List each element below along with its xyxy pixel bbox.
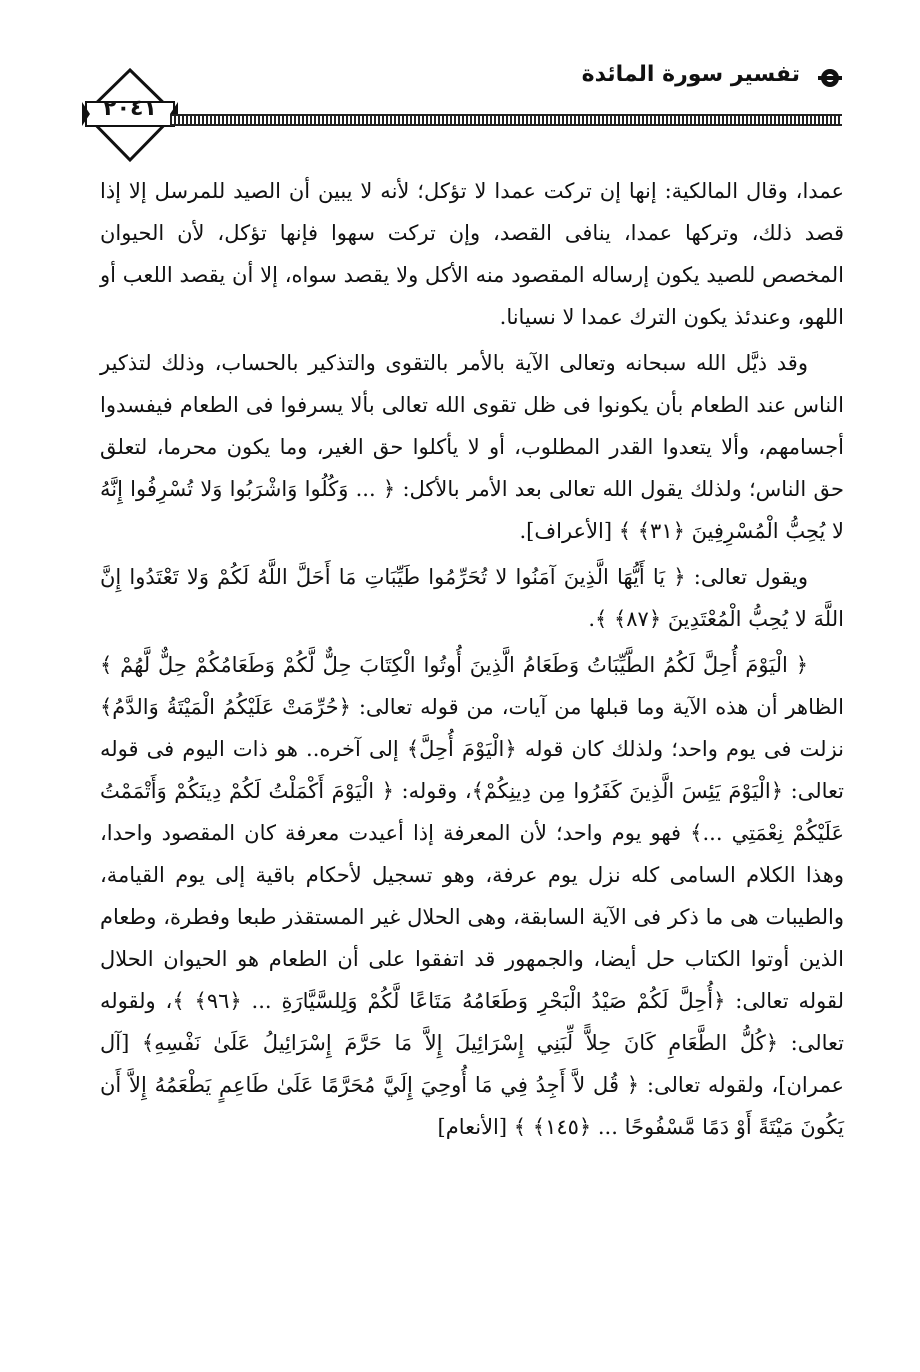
header-rule bbox=[170, 114, 842, 126]
paragraph-2: وقد ذيَّل الله سبحانه وتعالى الآية بالأمر بالتقوى والتذكير بالحساب، وذلك لتذكير الناس عند الطعام بأن يكونوا فى ظل تقوى الله تعالى بألا يسرفوا فى الطعام فيفسدوا أجسامهم، وألا يتعدوا القدر المطلوب، أو لا يأكلوا حق الغير، وما يكون محرما، لتعلق حق الناس؛ ولذلك يقول الله تعالى بعد الأمر بالأكل: ﴿ ... وَكُلُوا وَاشْرَبُوا وَلا تُسْرِفُوا إِنَّهُ لا يُحِبُّ الْمُسْرِفِينَ ﴿٣١﴾ ﴾ [الأعراف]. bbox=[100, 351, 844, 543]
paragraph-1: عمدا، وقال المالكية: إنها إن تركت عمدا لا تؤكل؛ لأنه لا يبين أن الصيد للمرسل إلا إذا قصد ذلك، وتركها عمدا، ينافى القصد، وإن تركت سهوا فإنها تؤكل، لأن الحيوان المخصص للصيد يكون إرساله المقصود منه الأكل ولا يقصد سواه، إلا أن يقصد اللعب أو اللهو، وعندئذ يكون الترك عمدا لا نسيانا. bbox=[100, 179, 844, 329]
page-body bbox=[100, 170, 844, 1152]
paragraph-4: ﴿ الْيَوْمَ أُحِلَّ لَكُمُ الطَّيِّبَاتُ وَطَعَامُ الَّذِينَ أُوتُوا الْكِتَابَ حِلٌّ لَّكُمْ وَطَعَامُكُمْ حِلٌّ لَّهُمْ ﴾ الظاهر أن هذه الآية وما قبلها من آيات، من قوله تعالى: ﴿حُرِّمَتْ عَلَيْكُمُ الْمَيْتَةُ وَالدَّمُ﴾ نزلت فى يوم واحد؛ ولذلك كان قوله ﴿الْيَوْمَ أُحِلَّ﴾ إلى آخره.. هو ذات اليوم فى قوله تعالى: ﴿الْيَوْمَ يَئِسَ الَّذِينَ كَفَرُوا مِن دِينِكُمْ﴾، وقوله: ﴿ الْيَوْمَ أَكْمَلْتُ لَكُمْ دِينَكُمْ وَأَتْمَمْتُ عَلَيْكُمْ نِعْمَتِي ...﴾ فهو يوم واحد؛ لأن المعرفة إذا أعيدت معرفة كان المقصود واحدا، وهذا الكلام السامى كله نزل يوم عرفة، وهو تسجيل لأحكام باقية إلى يوم القيامة، والطيبات هى ما ذكر فى الآية السابقة، وهى الحلال غير المستقذر طبعا وفطرة، وطعام الذين أوتوا الكتاب حل أيضا، والجمهور قد اتفقوا على أن الطعام هو الحيوان الحلال لقوله تعالى: ﴿أُحِلَّ لَكُمْ صَيْدُ الْبَحْرِ وَطَعَامُهُ مَتَاعًا لَّكُمْ وَلِلسَّيَّارَةِ ... ﴿٩٦﴾ ﴾، ولقوله تعالى: ﴿كُلُّ الطَّعَامِ كَانَ حِلاًّ لِّبَنِي إِسْرَائِيلَ إِلاَّ مَا حَرَّمَ إِسْرَائِيلُ عَلَىٰ نَفْسِهِ﴾ [آل عمران]، ولقوله تعالى: ﴿ قُل لاَّ أَجِدُ فِي مَا أُوحِيَ إِلَيَّ مُحَرَّمًا عَلَىٰ طَاعِمٍ يَطْعَمُهُ إِلاَّ أَن يَكُونَ مَيْتَةً أَوْ دَمًا مَّسْفُوحًا ... ﴿١٤٥﴾ ﴾ [الأنعام] bbox=[100, 653, 845, 1139]
page-header bbox=[0, 58, 920, 168]
paragraph-3: ويقول تعالى: ﴿ يَا أَيُّهَا الَّذِينَ آمَنُوا لا تُحَرِّمُوا طَيِّبَاتِ مَا أَحَلَّ اللَّهُ لَكُمْ وَلا تَعْتَدُوا إِنَّ اللَّهَ لا يُحِبُّ الْمُعْتَدِينَ ﴿٨٧﴾ ﴾. bbox=[100, 565, 844, 631]
running-title: تفسير سورة المائدة bbox=[581, 62, 800, 87]
flower-ornament-icon bbox=[816, 66, 844, 90]
page-number: ٢٠٤١ bbox=[103, 96, 157, 121]
